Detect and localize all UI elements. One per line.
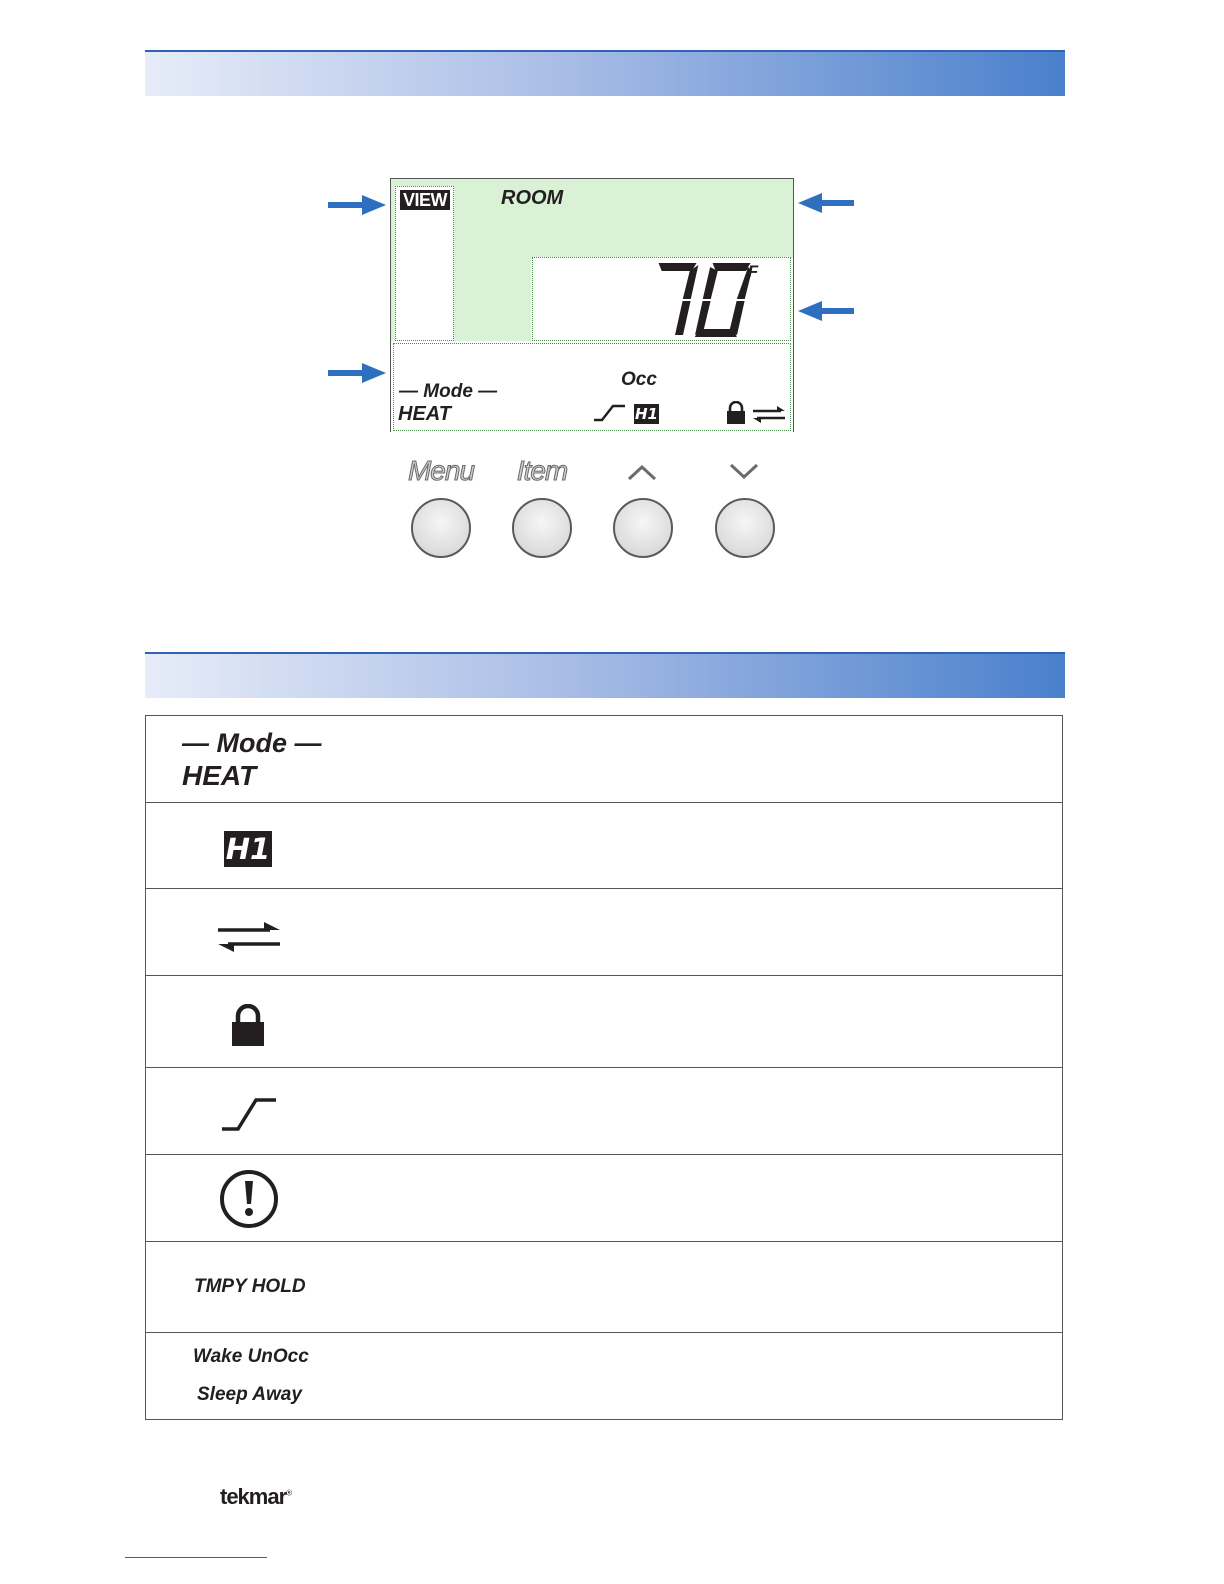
- lock-icon: [231, 1004, 265, 1048]
- callout-arrow-status: [326, 361, 388, 385]
- symbol-section-header-band: [145, 652, 1065, 698]
- menu-button-label: Menu: [407, 455, 475, 486]
- table-row: [146, 889, 1062, 976]
- demand-step-icon: [220, 1096, 278, 1132]
- callout-arrow-title: [796, 191, 856, 215]
- tekmar-logo: [220, 1484, 291, 1510]
- table-row: [146, 976, 1062, 1068]
- communication-arrows-icon: [216, 919, 282, 955]
- section-header-band: [145, 50, 1065, 96]
- up-button[interactable]: [613, 498, 673, 558]
- table-row: [146, 1242, 1062, 1333]
- menu-button[interactable]: [411, 498, 471, 558]
- table-row: [146, 1068, 1062, 1155]
- mode-label-symbol: — Mode —: [182, 728, 322, 758]
- mode-value: HEAT: [398, 403, 451, 425]
- temperature-unit: °F: [741, 262, 759, 281]
- heat-stage-badge: H1: [635, 405, 658, 423]
- registered-mark: ®: [286, 1488, 292, 1498]
- table-row: [146, 716, 1062, 803]
- room-label: ROOM: [501, 187, 564, 209]
- heat-stage-badge-symbol: H1: [225, 832, 271, 866]
- up-arrow-icon: [627, 464, 657, 482]
- callout-arrow-view: [326, 193, 388, 217]
- down-arrow-icon: [729, 462, 759, 480]
- item-button[interactable]: [512, 498, 572, 558]
- callout-arrow-number: [796, 299, 856, 323]
- down-button[interactable]: [715, 498, 775, 558]
- occupancy-label: Occ: [621, 369, 657, 390]
- table-row: [146, 1333, 1062, 1419]
- mode-value-symbol: HEAT: [182, 760, 257, 791]
- schedule-events-line2: Sleep Away: [197, 1384, 302, 1405]
- communication-arrows-icon: [751, 403, 787, 425]
- lock-icon: [726, 401, 746, 425]
- lcd-display: [390, 178, 794, 432]
- symbol-table: [145, 715, 1063, 1420]
- demand-step-icon: [593, 401, 627, 423]
- warning-icon: [218, 1168, 280, 1230]
- table-row: [146, 1155, 1062, 1242]
- table-row: [146, 803, 1062, 889]
- temporary-hold-text: TMPY HOLD: [194, 1276, 306, 1297]
- view-menu-label: VIEW: [400, 190, 450, 210]
- item-button-label: Item: [516, 455, 568, 486]
- footer-rule: [125, 1557, 267, 1558]
- logo-text: tekmar: [220, 1484, 287, 1509]
- schedule-events-line1: Wake UnOcc: [193, 1346, 309, 1367]
- mode-label: — Mode —: [399, 381, 498, 402]
